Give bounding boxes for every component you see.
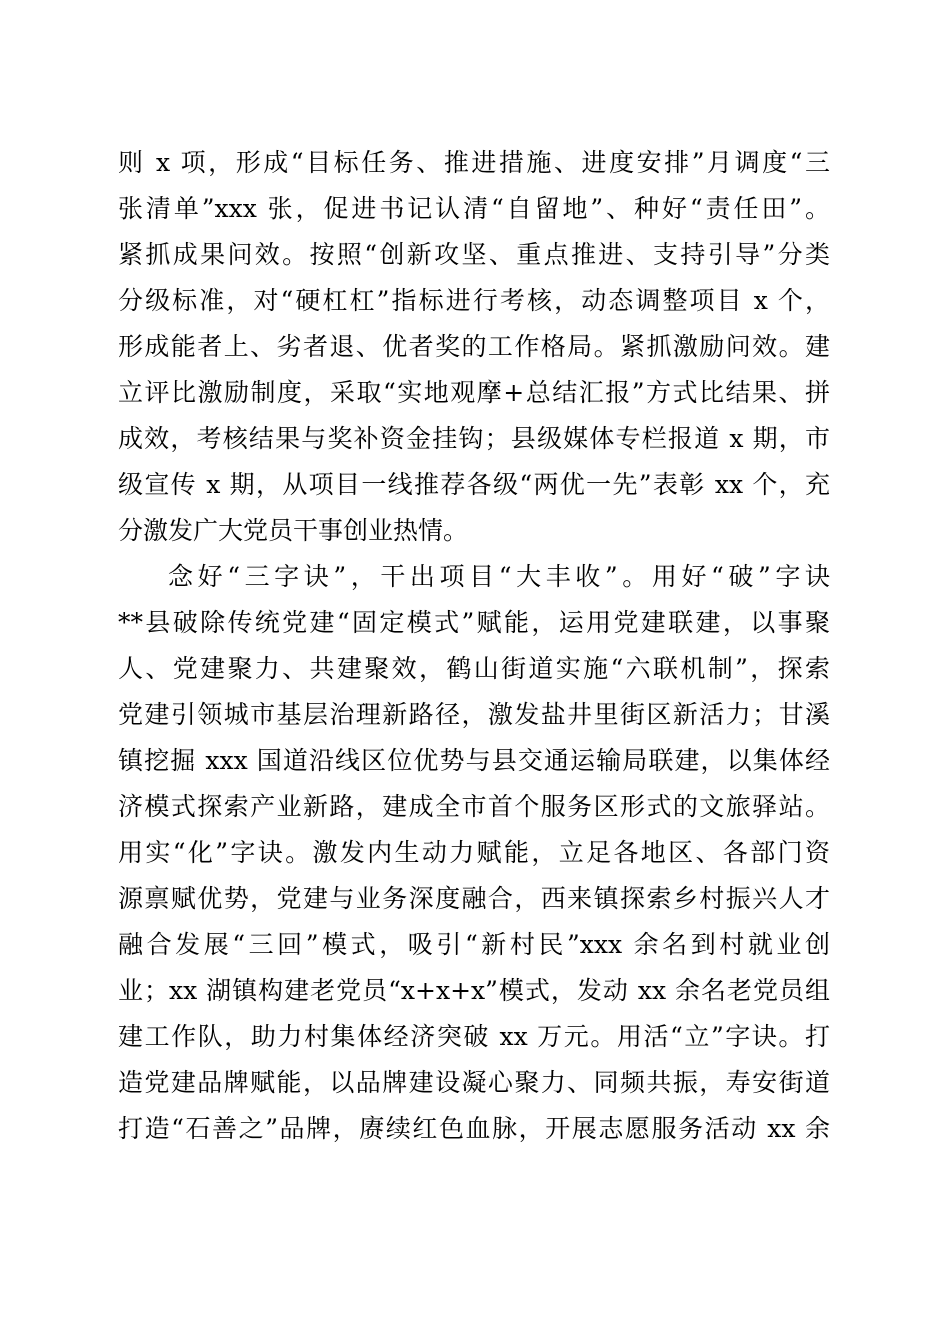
text-line-1: 则 x 项，形成“目标任务、推进措施、进度安排”月调度“三 (118, 148, 830, 177)
text-line-2: 张清单”xxx 张，促进书记认清“自留地”、种好“责任田”。 (118, 194, 830, 223)
text-line-20: 建工作队，助力村集体经济突破 xx 万元。用活“立”字诀。打 (118, 1022, 830, 1051)
text-line-19: 业；xx 湖镇构建老党员“x+x+x”模式，发动 xx 余名老党员组 (118, 976, 830, 1005)
text-line-13: 党建引领城市基层治理新路径，激发盐井里街区新活力；甘溪 (118, 700, 830, 729)
text-line-6: 立评比激励制度，采取“实地观摩+总结汇报”方式比结果、拼 (118, 378, 830, 407)
text-line-21: 造党建品牌赋能，以品牌建设凝心聚力、同频共振，寿安街道 (118, 1068, 830, 1097)
text-line-22: 打造“石善之”品牌，赓续红色血脉，开展志愿服务活动 xx 余 (118, 1114, 830, 1143)
text-line-5: 形成能者上、劣者退、优者奖的工作格局。紧抓激励问效。建 (118, 332, 830, 361)
text-line-10: 念好“三字诀”，干出项目“大丰收”。用好“破”字诀 (168, 562, 830, 591)
text-line-11: **县破除传统党建“固定模式”赋能，运用党建联建，以事聚 (118, 608, 830, 637)
text-line-15: 济模式探索产业新路，建成全市首个服务区形式的文旅驿站。 (118, 792, 830, 821)
text-line-8: 级宣传 x 期，从项目一线推荐各级“两优一先”表彰 xx 个，充 (118, 470, 830, 499)
text-line-3: 紧抓成果问效。按照“创新攻坚、重点推进、支持引导”分类 (118, 240, 830, 269)
text-line-9: 分激发广大党员干事创业热情。 (118, 516, 469, 545)
text-line-7: 成效，考核结果与奖补资金挂钩；县级媒体专栏报道 x 期，市 (118, 424, 830, 453)
text-line-12: 人、党建聚力、共建聚效，鹤山街道实施“六联机制”，探索 (118, 654, 830, 683)
text-line-17: 源禀赋优势，党建与业务深度融合，西来镇探索乡村振兴人才 (118, 884, 830, 913)
text-line-4: 分级标准，对“硬杠杠”指标进行考核，动态调整项目 x 个， (118, 286, 830, 315)
text-line-14: 镇挖掘 xxx 国道沿线区位优势与县交通运输局联建，以集体经 (118, 746, 830, 775)
text-line-16: 用实“化”字诀。激发内生动力赋能，立足各地区、各部门资 (118, 838, 830, 867)
text-line-18: 融合发展“三回”模式，吸引“新村民”xxx 余名到村就业创 (118, 930, 830, 959)
